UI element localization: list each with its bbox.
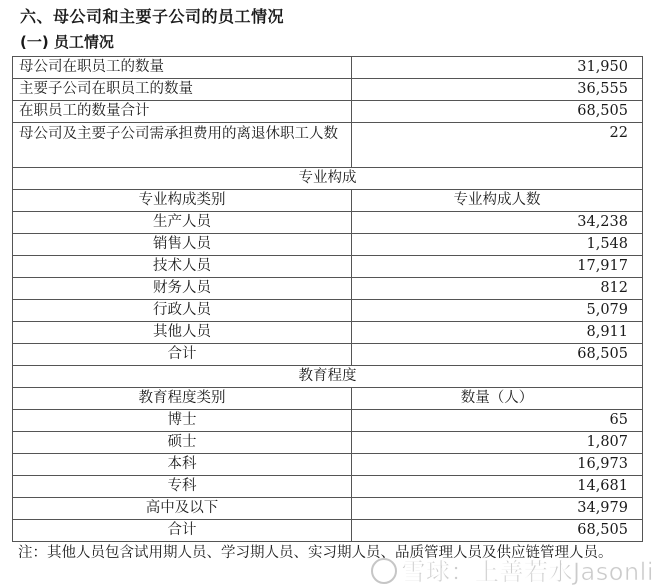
column-header-row (13, 388, 643, 410)
row-label: 母公司在职员工的数量 (13, 57, 352, 79)
row-label: 合计 (13, 344, 352, 366)
education-section-label: 教育程度 (13, 366, 643, 388)
row-value: 31,950 (352, 57, 643, 79)
total-row (13, 344, 643, 366)
row-label: 技术人员 (13, 256, 352, 278)
row-value: 34,238 (352, 212, 643, 234)
row-value: 68,505 (352, 101, 643, 123)
row-label: 硕士 (13, 432, 352, 454)
row-label: 其他人员 (13, 322, 352, 344)
table-row (13, 123, 643, 168)
row-label: 财务人员 (13, 278, 352, 300)
row-label: 博士 (13, 410, 352, 432)
row-label: 主要子公司在职员工的数量 (13, 79, 352, 101)
row-value: 65 (352, 410, 643, 432)
table-row (13, 498, 643, 520)
section-header-row (13, 366, 643, 388)
row-value: 68,505 (352, 520, 643, 542)
row-value: 68,505 (352, 344, 643, 366)
table-row (13, 278, 643, 300)
table-row (13, 101, 643, 123)
professional-section-label: 专业构成 (13, 168, 643, 190)
row-value: 17,917 (352, 256, 643, 278)
row-label: 在职员工的数量合计 (13, 101, 352, 123)
table-row (13, 79, 643, 101)
table-row (13, 256, 643, 278)
table-row (13, 476, 643, 498)
row-value: 22 (352, 123, 643, 168)
row-value: 5,079 (352, 300, 643, 322)
row-label: 母公司及主要子公司需承担费用的离退休职工人数 (13, 123, 352, 168)
row-value: 8,911 (352, 322, 643, 344)
row-value: 14,681 (352, 476, 643, 498)
watermark (371, 552, 654, 587)
table-row (13, 300, 643, 322)
table-row (13, 57, 643, 79)
education-col-count: 数量（人） (352, 388, 643, 410)
education-col-category: 教育程度类别 (13, 388, 352, 410)
table-row (13, 410, 643, 432)
professional-col-count: 专业构成人数 (352, 190, 643, 212)
row-value: 16,973 (352, 454, 643, 476)
row-value: 36,555 (352, 79, 643, 101)
row-value: 1,807 (352, 432, 643, 454)
row-label: 本科 (13, 454, 352, 476)
row-label: 销售人员 (13, 234, 352, 256)
row-label: 合计 (13, 520, 352, 542)
table-row (13, 212, 643, 234)
table-row (13, 454, 643, 476)
table-row (13, 432, 643, 454)
subsection-title: (一) 员工情况 (20, 33, 114, 51)
snowball-logo-icon (371, 558, 397, 584)
section-title: 六、母公司和主要子公司的员工情况 (20, 7, 285, 26)
employee-table (12, 56, 643, 542)
row-value: 1,548 (352, 234, 643, 256)
row-label: 生产人员 (13, 212, 352, 234)
footnote: 注：其他人员包含试用期人员、学习期人员、实习期人员、品质管理人员及供应链管理人员。 (18, 545, 613, 561)
professional-col-category: 专业构成类别 (13, 190, 352, 212)
table-row (13, 322, 643, 344)
row-label: 专科 (13, 476, 352, 498)
total-row (13, 520, 643, 542)
watermark-text: 雪球：上善若水Jasonli (401, 558, 654, 586)
table-row (13, 234, 643, 256)
row-value: 34,979 (352, 498, 643, 520)
row-label: 行政人员 (13, 300, 352, 322)
row-value: 812 (352, 278, 643, 300)
section-header-row (13, 168, 643, 190)
row-label: 高中及以下 (13, 498, 352, 520)
column-header-row (13, 190, 643, 212)
